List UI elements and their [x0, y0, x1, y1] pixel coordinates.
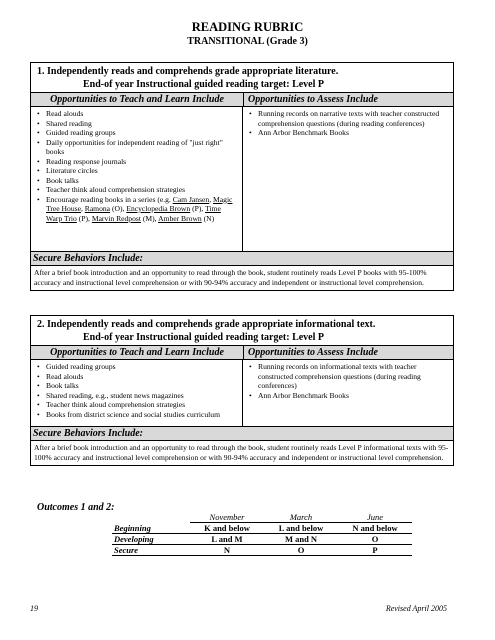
column-header: March [264, 512, 338, 523]
table-row [112, 545, 412, 556]
row-label: Developing [112, 534, 190, 545]
list-item: • Running records on narrative texts with teacher constructed comprehension questions (during reading conferences) [243, 109, 453, 128]
outcomes-label: Outcomes 1 and 2: [37, 502, 115, 513]
list-item: • Ann Arbor Benchmark Books [243, 128, 453, 138]
secure-behaviors-heading: Secure Behaviors Include: [31, 426, 453, 441]
list-item: • Literature circles [31, 166, 242, 176]
secure-behaviors-heading: Secure Behaviors Include: [31, 251, 453, 266]
book-title: Magic Tree House [46, 194, 233, 213]
outcomes-table [112, 512, 412, 556]
book-title: Marvin Redpost [91, 213, 141, 223]
teach-learn-list [31, 360, 243, 426]
columns-body [31, 107, 453, 251]
table-cell: N [190, 545, 264, 556]
table-cell: O [338, 534, 412, 545]
table-header-row [112, 512, 412, 523]
teach-learn-heading: Opportunities to Teach and Learn Include [31, 346, 244, 359]
page-title: READING RUBRIC [191, 20, 304, 34]
assess-list [243, 107, 453, 251]
section-target: End-of year Instructional guided reading target: Level P [83, 79, 325, 90]
list-item: • Guided reading groups [31, 362, 242, 372]
list-item: • Reading response journals [31, 157, 242, 167]
list-item: • Shared reading, e.g., student news magazines [31, 391, 242, 401]
book-title: Amber Brown [158, 213, 202, 223]
row-label: Beginning [112, 523, 190, 534]
revision-date: Revised April 2005 [385, 604, 447, 613]
book-title: Encyclopedia Brown [126, 204, 191, 213]
list-item: • Ann Arbor Benchmark Books [243, 391, 453, 401]
table-cell: M and N [264, 534, 338, 545]
row-label: Secure [112, 545, 190, 556]
page-number: 19 [30, 604, 38, 613]
secure-behaviors-text: After a brief book introduction and an opportunity to read through the book, student routinely reads Level P books with 95-100% accuracy and instructional level comprehension or with 90-94% accuracy and independent or instructional level comprehension. [34, 268, 427, 287]
list-item: • Read alouds [31, 372, 242, 382]
list-item: • Book talks [31, 176, 242, 186]
table-cell: N and below [338, 523, 412, 534]
teach-learn-heading: Opportunities to Teach and Learn Include [31, 93, 244, 106]
list-item-series: • Encourage reading books in a series (e.g. Cam Jansen, Magic Tree House, Ramona (O), Encyclopedia Brown (P), Time Warp Trio (P), Marvin Redpost (M), Amber Brown (N) [31, 195, 242, 224]
list-item: • Teacher think aloud comprehension strategies [31, 400, 242, 410]
page-subtitle: TRANSITIONAL (Grade 3) [187, 36, 308, 47]
teach-learn-list [31, 107, 243, 251]
table-cell: L and below [264, 523, 338, 534]
columns-header [31, 345, 453, 360]
list-item: • Book talks [31, 381, 242, 391]
list-item: • Books from district science and social studies curriculum [31, 410, 242, 420]
list-item: • Shared reading [31, 119, 242, 129]
assess-list [243, 360, 453, 426]
section-informational [30, 315, 454, 466]
section-heading: 2. Independently reads and comprehends grade appropriate informational text. [37, 319, 376, 330]
book-title: Time Warp Trio [46, 204, 221, 223]
table-cell: O [264, 545, 338, 556]
list-item: • Guided reading groups [31, 128, 242, 138]
list-item: • Read alouds [31, 109, 242, 119]
columns-header [31, 92, 453, 107]
list-item: • Daily opportunities for independent reading of "just right" books [31, 138, 242, 157]
table-row [112, 534, 412, 545]
book-title: Cam Jansen [172, 194, 210, 204]
assess-heading: Opportunities to Assess Include [248, 347, 378, 358]
table-cell: L and M [190, 534, 264, 545]
secure-behaviors-text: After a brief book introduction and an opportunity to read through the book, student routinely reads Level P informational texts with 95-100% accuracy and instructional level comprehension or with 90-94% accuracy and independent or instructional level comprehension. [34, 443, 449, 462]
table-cell: P [338, 545, 412, 556]
list-item: • Running records on informational texts with teacher constructed comprehension questions (during reading conferences) [243, 362, 453, 391]
book-title: Ramona [84, 204, 111, 213]
table-row [112, 523, 412, 534]
section-literature [30, 62, 454, 291]
table-cell: K and below [190, 523, 264, 534]
column-header: June [338, 512, 412, 523]
assess-heading: Opportunities to Assess Include [248, 94, 378, 105]
list-item: • Teacher think aloud comprehension strategies [31, 185, 242, 195]
column-header: November [190, 512, 264, 523]
columns-body [31, 360, 453, 426]
section-heading: 1. Independently reads and comprehends grade appropriate literature. [37, 66, 339, 77]
section-target: End-of year Instructional guided reading target: Level P [83, 332, 325, 343]
